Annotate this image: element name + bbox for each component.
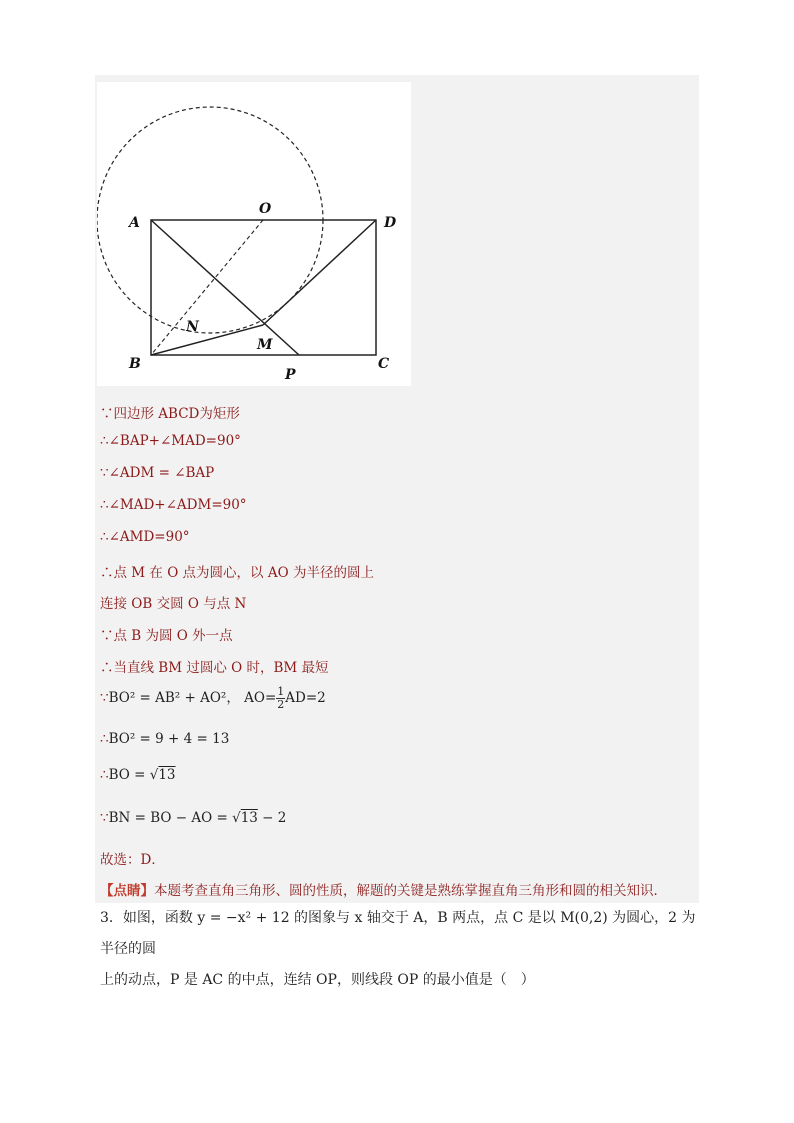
- label-o: O: [259, 201, 272, 217]
- step-3: ∵∠ADM = ∠BAP: [100, 465, 215, 481]
- question-line-2: 上的动点，P 是 AC 的中点，连结 OP，则线段 OP 的最小值是（ ）: [100, 972, 535, 988]
- step-12: ∴BO = √13: [100, 767, 176, 783]
- question-3: [100, 903, 700, 996]
- label-n: N: [186, 319, 199, 335]
- label-m: M: [257, 337, 273, 353]
- segment-dm: [263, 220, 376, 325]
- segment-bm: [151, 325, 263, 355]
- step-7: 连接 OB 交圆 O 与点 N: [100, 596, 247, 612]
- label-d: D: [384, 215, 397, 231]
- comment: 【点睛】本题考查直角三角形、圆的性质，解题的关键是熟练掌握直角三角形和圆的相关知识．: [100, 883, 667, 899]
- step-6: ∴点 M 在 O 点为圆心，以 AO 为半径的圆上: [100, 565, 374, 581]
- step-5: ∴∠AMD=90°: [100, 529, 190, 545]
- step-9: ∴当直线 BM 过圆心 O 时，BM 最短: [100, 660, 329, 676]
- segment-ob: [151, 220, 263, 355]
- step-8: ∵点 B 为圆 O 外一点: [100, 628, 233, 644]
- step-4: ∴∠MAD+∠ADM=90°: [100, 497, 247, 513]
- step-2: ∴∠BAP+∠MAD=90°: [100, 433, 241, 449]
- geometry-figure: [97, 82, 411, 386]
- fraction-half: $\frac{1}{2}$: [277, 685, 285, 711]
- label-c: C: [378, 356, 390, 372]
- label-a: A: [129, 215, 140, 231]
- question-line-1: 3．如图，函数 y = −x² + 12 的图象与 x 轴交于 A，B 两点，点 C 是以 M(0,2) 为圆心，2 为半径的圆: [100, 910, 696, 957]
- step-11: ∴BO² = 9 + 4 = 13: [100, 731, 230, 747]
- rectangle-abcd: [151, 220, 376, 355]
- label-b: B: [129, 356, 141, 372]
- answer: 故选：D．: [100, 852, 165, 868]
- step-13: ∵BN = BO − AO = √13 − 2: [100, 810, 287, 826]
- step-10: ∵BO² = AB² + AO²， AO= $\frac{1}{2}$ AD=2: [100, 685, 326, 711]
- step-1: ∵四边形 ABCD为矩形: [100, 406, 240, 422]
- label-p: P: [285, 367, 296, 383]
